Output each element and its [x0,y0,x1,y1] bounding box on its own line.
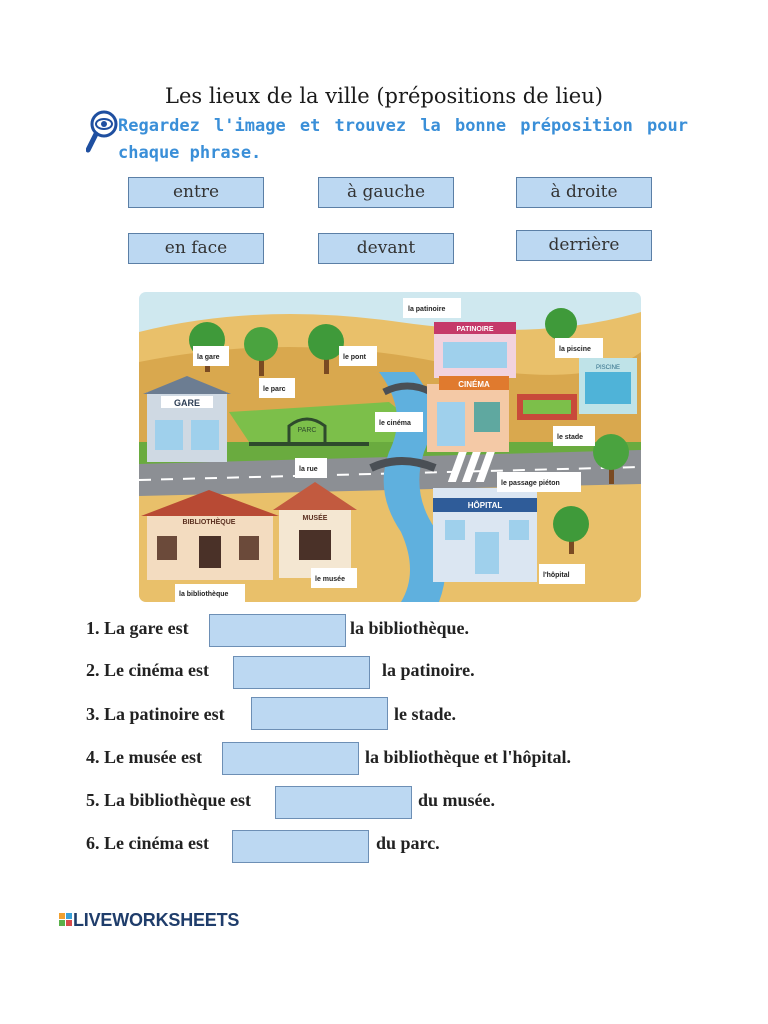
svg-text:BIBLIOTHÈQUE: BIBLIOTHÈQUE [182,519,236,526]
tag-passage [497,472,581,492]
sentence-2-end: la patinoire. [382,660,475,680]
piscine-building [579,358,637,414]
svg-text:HÔPITAL: HÔPITAL [467,501,503,510]
svg-text:l'hôpital: l'hôpital [543,572,570,579]
answer-field-2[interactable] [233,656,370,689]
liveworksheets-logo[interactable]: LIVEWORKSHEETS [73,910,240,930]
tag-stade [553,426,595,446]
parc-sign: PARC [297,427,317,434]
instruction-text: Regardez l'image et trouvez la bonne préposition pour chaque phrase. [118,116,688,163]
svg-text:la gare: la gare [197,354,220,361]
sentence-1-end: la bibliothèque. [350,618,470,638]
sentence-4-end: la bibliothèque et l'hôpital. [365,747,572,767]
svg-text:la bibliothèque: la bibliothèque [179,591,229,598]
word-chip-entre[interactable]: entre [128,177,264,208]
sentence-3-end: le stade. [394,704,456,724]
sentence-5-start: 5. La bibliothèque est [86,790,252,810]
cinema-building [427,376,509,452]
word-chip-devant[interactable]: devant [318,233,454,264]
magnifier-eye-icon [86,108,122,154]
svg-text:le cinéma: le cinéma [379,420,411,427]
tag-cinema [375,412,423,432]
tag-rue [295,458,327,478]
svg-text:le stade: le stade [557,434,584,441]
svg-text:la patinoire: la patinoire [408,306,446,313]
svg-text:CINÉMA: CINÉMA [458,380,490,389]
svg-text:PATINOIRE: PATINOIRE [456,326,494,333]
svg-text:la piscine: la piscine [559,346,591,353]
tag-piscine [555,338,603,358]
tag-patinoire [403,298,461,318]
word-chip-a-droite[interactable]: à droite [516,177,652,208]
word-chip-derriere[interactable]: derrière [516,230,652,261]
svg-text:le pont: le pont [343,354,366,361]
city-illustration [139,292,641,602]
tag-parc [259,378,295,398]
svg-text:GARE: GARE [173,398,201,408]
answer-field-4[interactable] [222,742,359,775]
answer-field-6[interactable] [232,830,369,863]
answer-field-1[interactable] [209,614,346,647]
tag-bibliotheque [175,584,245,602]
svg-text:MUSÉE: MUSÉE [302,515,328,522]
svg-text:le passage piéton: le passage piéton [501,480,560,487]
tag-musee [311,568,357,588]
hopital-building [433,488,537,582]
sentence-3-start: 3. La patinoire est [86,704,225,724]
sentence-6-start: 6. Le cinéma est [86,833,209,853]
tag-gare [193,346,229,366]
patinoire-building [434,322,516,378]
word-chip-a-gauche[interactable]: à gauche [318,177,454,208]
sentence-6-end: du parc. [376,833,440,853]
svg-text:le parc: le parc [263,386,286,393]
sentence-2-start: 2. Le cinéma est [86,660,209,680]
svg-text:le musée: le musée [315,576,345,583]
liveworksheets-logo-icon [59,910,73,932]
sentence-1-start: 1. La gare est [86,618,189,638]
word-chip-en-face[interactable]: en face [128,233,264,264]
svg-text:la rue: la rue [299,466,318,473]
tag-pont [339,346,377,366]
sentence-5-end: du musée. [418,790,496,810]
answer-field-3[interactable] [251,697,388,730]
gare-building [143,376,231,462]
svg-text:PISCINE: PISCINE [595,365,621,371]
sentence-4-start: 4. Le musée est [86,747,202,767]
tag-hopital [539,564,585,584]
answer-field-5[interactable] [275,786,412,819]
worksheet-title: Les lieux de la ville (prépositions de lieu) [165,84,603,108]
